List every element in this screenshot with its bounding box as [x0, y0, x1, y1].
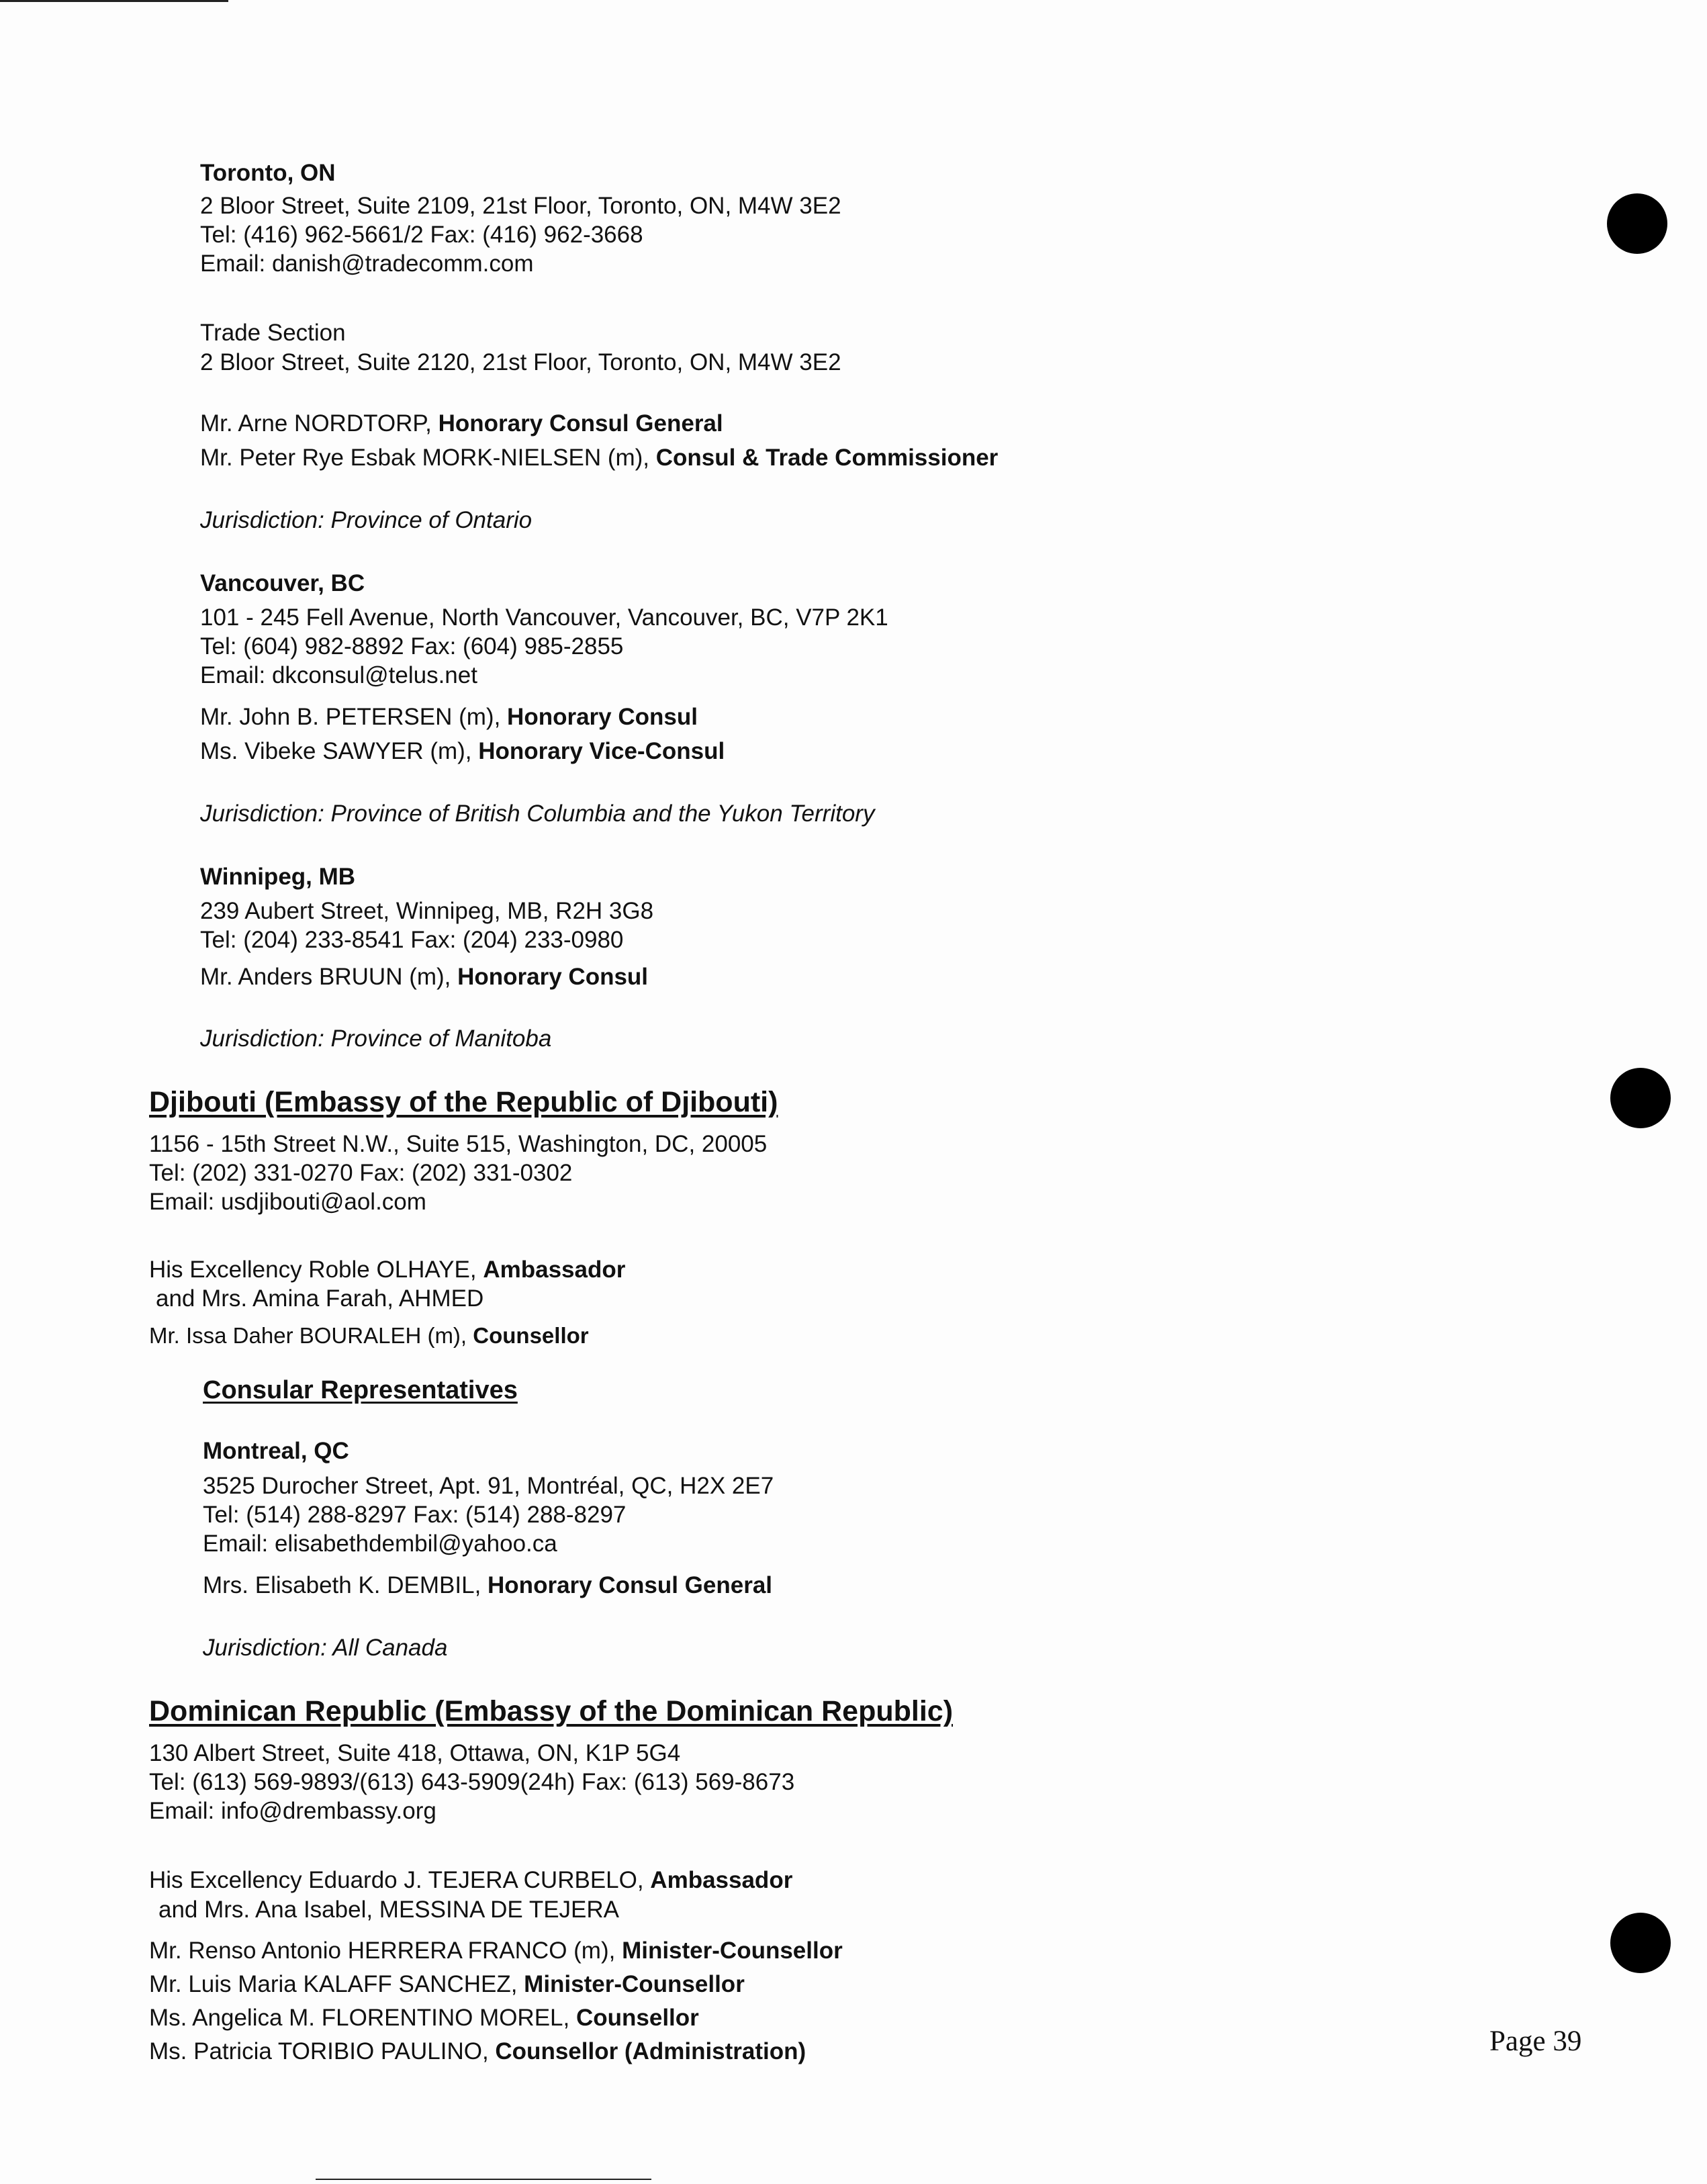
toronto-address: 2 Bloor Street, Suite 2109, 21st Floor, Toronto, ON, M4W 3E2 — [200, 193, 841, 219]
winnipeg-jurisdiction: Jurisdiction: Province of Manitoba — [200, 1026, 552, 1052]
toronto-email: Email: danish@tradecomm.com — [200, 251, 534, 277]
winnipeg-city: Winnipeg, MB — [200, 864, 356, 890]
official-title: Consul & Trade Commissioner — [655, 445, 999, 471]
punch-hole-top — [1607, 193, 1667, 254]
official-name: Mr. Renso Antonio HERRERA FRANCO (m), — [149, 1938, 622, 1964]
djibouti-heading: Djibouti (Embassy of the Republic of Djibouti) — [149, 1086, 778, 1118]
toronto-official-1 — [200, 409, 723, 438]
official-title: Counsellor — [473, 1323, 589, 1348]
official-name: Ms. Angelica M. FLORENTINO MOREL, — [149, 2005, 576, 2031]
winnipeg-address: 239 Aubert Street, Winnipeg, MB, R2H 3G8 — [200, 898, 654, 924]
djibouti-ambassador — [149, 1255, 625, 1284]
djibouti-email: Email: usdjibouti@aol.com — [149, 1189, 426, 1215]
official-name: Mrs. Elisabeth K. DEMBIL, — [203, 1572, 488, 1598]
dominican-republic-phone: Tel: (613) 569-9893/(613) 643-5909(24h) Fax: (613) 569-8673 — [149, 1769, 795, 1795]
montreal-official — [203, 1571, 772, 1600]
official-title: Counsellor (Administration) — [495, 2038, 806, 2064]
official-name: Ms. Vibeke SAWYER (m), — [200, 738, 479, 764]
ambassador-title: Ambassador — [483, 1257, 626, 1283]
djibouti-spouse: and Mrs. Amina Farah, AHMED — [156, 1285, 484, 1312]
punch-hole-bottom — [1610, 1913, 1671, 1973]
official-title: Counsellor — [575, 2005, 699, 2031]
montreal-address: 3525 Durocher Street, Apt. 91, Montréal, QC, H2X 2E7 — [203, 1473, 774, 1499]
vancouver-phone: Tel: (604) 982-8892 Fax: (604) 985-2855 — [200, 633, 624, 659]
dominican-republic-heading: Dominican Republic (Embassy of the Dominican Republic) — [149, 1695, 954, 1727]
official-name: Mr. Luis Maria KALAFF SANCHEZ, — [149, 1971, 524, 1997]
official-title: Honorary Consul — [457, 964, 649, 990]
official-name: Mr. Peter Rye Esbak MORK-NIELSEN (m), — [200, 445, 656, 471]
djibouti-consular-heading: Consular Representatives — [203, 1376, 518, 1404]
toronto-city: Toronto, ON — [200, 160, 336, 186]
official-title: Minister-Counsellor — [524, 1971, 745, 1997]
montreal-email: Email: elisabethdembil@yahoo.ca — [203, 1531, 557, 1557]
dominican-republic-official-1 — [149, 1936, 843, 1965]
montreal-jurisdiction: Jurisdiction: All Canada — [203, 1635, 448, 1661]
vancouver-official-2 — [200, 737, 725, 766]
official-name: Ms. Patricia TORIBIO PAULINO, — [149, 2038, 496, 2064]
djibouti-official-1 — [149, 1321, 589, 1350]
ambassador-name: His Excellency Roble OLHAYE, — [149, 1257, 483, 1283]
dominican-republic-spouse: and Mrs. Ana Isabel, MESSINA DE TEJERA — [158, 1897, 620, 1923]
official-title: Honorary Consul General — [438, 410, 723, 437]
vancouver-city: Vancouver, BC — [200, 570, 365, 596]
vancouver-jurisdiction: Jurisdiction: Province of British Columbia and the Yukon Territory — [200, 801, 875, 827]
montreal-city: Montreal, QC — [203, 1438, 349, 1464]
toronto-jurisdiction: Jurisdiction: Province of Ontario — [200, 507, 533, 533]
top-scan-rule — [0, 0, 228, 2]
winnipeg-phone: Tel: (204) 233-8541 Fax: (204) 233-0980 — [200, 927, 624, 953]
dominican-republic-email: Email: info@drembassy.org — [149, 1798, 436, 1824]
page-number: Page 39 — [1489, 2026, 1582, 2057]
djibouti-phone: Tel: (202) 331-0270 Fax: (202) 331-0302 — [149, 1160, 573, 1186]
official-title: Honorary Consul General — [488, 1572, 773, 1598]
ambassador-title: Ambassador — [650, 1867, 793, 1893]
vancouver-address: 101 - 245 Fell Avenue, North Vancouver, Vancouver, BC, V7P 2K1 — [200, 604, 888, 631]
winnipeg-official-1 — [200, 962, 648, 991]
montreal-phone: Tel: (514) 288-8297 Fax: (514) 288-8297 — [203, 1502, 627, 1528]
dominican-republic-official-4 — [149, 2037, 806, 2066]
punch-hole-middle — [1610, 1068, 1671, 1128]
bottom-scan-rule — [316, 2179, 651, 2180]
official-title: Minister-Counsellor — [622, 1938, 843, 1964]
official-title: Honorary Consul — [507, 704, 698, 730]
toronto-trade-section-address: 2 Bloor Street, Suite 2120, 21st Floor, Toronto, ON, M4W 3E2 — [200, 349, 841, 375]
dominican-republic-address: 130 Albert Street, Suite 418, Ottawa, ON, K1P 5G4 — [149, 1740, 681, 1766]
dominican-republic-ambassador — [149, 1866, 792, 1895]
toronto-trade-section-label: Trade Section — [200, 320, 346, 346]
official-title: Honorary Vice-Consul — [478, 738, 725, 764]
official-name: Mr. John B. PETERSEN (m), — [200, 704, 508, 730]
dominican-republic-official-3 — [149, 2003, 699, 2032]
djibouti-address: 1156 - 15th Street N.W., Suite 515, Washington, DC, 20005 — [149, 1131, 768, 1157]
vancouver-official-1 — [200, 702, 698, 731]
dominican-republic-official-2 — [149, 1970, 745, 1999]
toronto-phone: Tel: (416) 962-5661/2 Fax: (416) 962-3668 — [200, 222, 643, 248]
ambassador-name: His Excellency Eduardo J. TEJERA CURBELO, — [149, 1867, 651, 1893]
toronto-official-2 — [200, 443, 998, 472]
official-name: Mr. Arne NORDTORP, — [200, 410, 439, 437]
official-name: Mr. Anders BRUUN (m), — [200, 964, 458, 990]
official-name: Mr. Issa Daher BOURALEH (m), — [149, 1323, 473, 1348]
vancouver-email: Email: dkconsul@telus.net — [200, 662, 477, 688]
